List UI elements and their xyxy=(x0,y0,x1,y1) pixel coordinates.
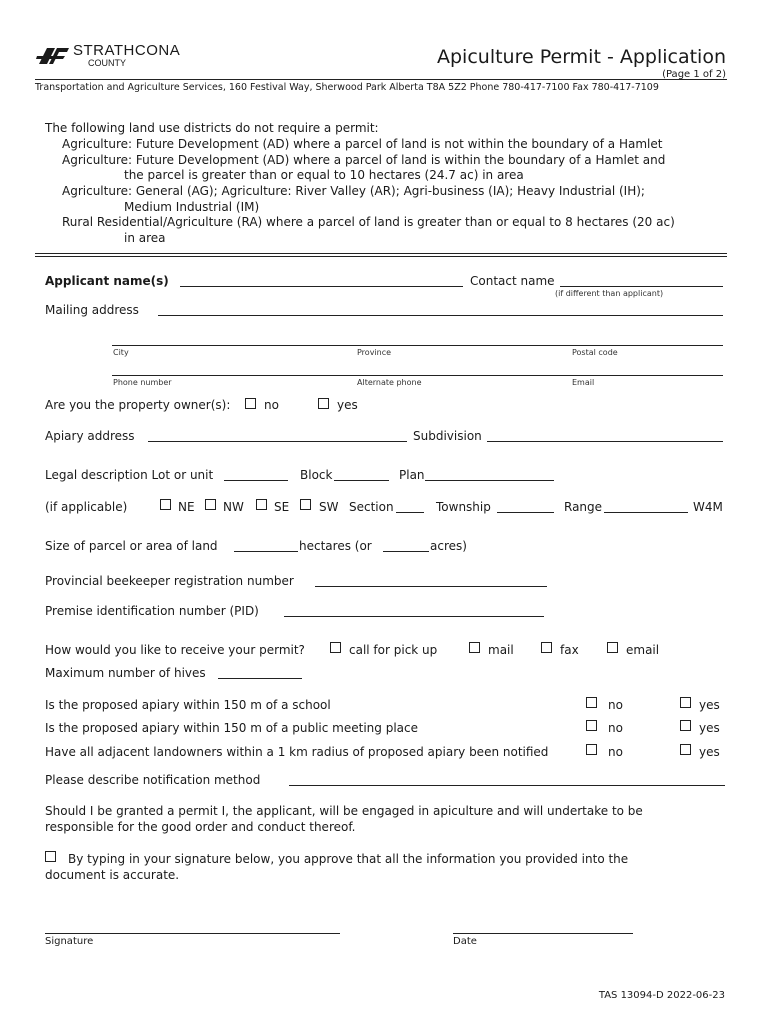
intro-lead: The following land use districts do not require a permit: xyxy=(45,121,379,135)
section-label: Section xyxy=(349,500,394,514)
pid-field[interactable] xyxy=(284,616,544,617)
declaration-text: responsible for the good order and conduct thereof. xyxy=(45,820,356,834)
notified-no-label: no xyxy=(608,745,623,759)
header-rule xyxy=(35,79,727,80)
logo-sub: COUNTY xyxy=(88,58,126,68)
sw-label: SW xyxy=(319,500,339,514)
beekeeper-field[interactable] xyxy=(315,586,547,587)
alt-phone-label: Alternate phone xyxy=(357,378,422,387)
range-label: Range xyxy=(564,500,603,514)
se-label: SE xyxy=(274,500,290,514)
owner-no-label: no xyxy=(264,398,279,412)
owner-no-checkbox[interactable] xyxy=(245,398,256,409)
postal-label: Postal code xyxy=(572,348,618,357)
acres-field[interactable] xyxy=(383,551,429,552)
declaration-text: Should I be granted a permit I, the applicant, will be engaged in apiculture and will undertake to be xyxy=(45,804,643,818)
section-rule xyxy=(35,256,727,257)
header-address: Transportation and Agriculture Services, 160 Festival Way, Sherwood Park Alberta T8A 5Z2 Phone 780-417-7100 Fax 780-417-7109 xyxy=(35,82,659,93)
owner-yes-checkbox[interactable] xyxy=(318,398,329,409)
intro-line: the parcel is greater than or equal to 10 hectares (24.7 ac) in area xyxy=(124,168,524,182)
notified-yes-checkbox[interactable] xyxy=(680,744,691,755)
logo-name: STRATHCONA xyxy=(73,42,181,59)
mail-label: mail xyxy=(488,643,514,657)
block-label: Block xyxy=(300,468,333,482)
contact-note: (if different than applicant) xyxy=(555,289,664,298)
phone-line-field[interactable] xyxy=(112,375,723,376)
contact-field[interactable] xyxy=(560,286,723,287)
school-no-checkbox[interactable] xyxy=(586,697,597,708)
consent-text: document is accurate. xyxy=(45,868,180,882)
address-line-field[interactable] xyxy=(112,345,723,346)
page-title: Apiculture Permit - Application xyxy=(437,46,726,68)
school-question: Is the proposed apiary within 150 m of a school xyxy=(45,698,331,712)
legal-label: Legal description Lot or unit xyxy=(45,468,214,482)
owner-question: Are you the property owner(s): xyxy=(45,398,231,412)
school-yes-checkbox[interactable] xyxy=(680,697,691,708)
email-option-label: email xyxy=(626,643,660,657)
intro-line: Agriculture: Future Development (AD) where a parcel of land is within the boundary of a Hamlet and xyxy=(62,153,666,167)
phone-label: Phone number xyxy=(113,378,172,387)
max-hives-field[interactable] xyxy=(218,678,302,679)
block-field[interactable] xyxy=(334,480,389,481)
beekeeper-label: Provincial beekeeper registration number xyxy=(45,574,294,588)
applicant-label: Applicant name(s) xyxy=(45,274,169,288)
nw-checkbox[interactable] xyxy=(205,499,216,510)
province-label: Province xyxy=(357,348,392,357)
contact-label: Contact name xyxy=(470,274,555,288)
fax-checkbox[interactable] xyxy=(541,642,552,653)
ne-label: NE xyxy=(178,500,195,514)
meeting-yes-label: yes xyxy=(699,721,720,735)
notified-yes-label: yes xyxy=(699,745,720,759)
hectares-label: hectares (or xyxy=(299,539,372,553)
consent-checkbox[interactable] xyxy=(45,851,56,862)
acres-label: acres) xyxy=(430,539,467,553)
school-yes-label: yes xyxy=(699,698,720,712)
owner-yes-label: yes xyxy=(337,398,358,412)
plan-label: Plan xyxy=(399,468,425,482)
receive-question: How would you like to receive your permit? xyxy=(45,643,305,657)
intro-line: in area xyxy=(124,231,166,245)
subdivision-field[interactable] xyxy=(487,441,723,442)
apiary-label: Apiary address xyxy=(45,429,135,443)
intro-line: Medium Industrial (IM) xyxy=(124,200,260,214)
pickup-label: call for pick up xyxy=(349,643,438,657)
notified-question: Have all adjacent landowners within a 1 km radius of proposed apiary been notified xyxy=(45,745,549,759)
max-hives-label: Maximum number of hives xyxy=(45,666,206,680)
describe-field[interactable] xyxy=(289,785,725,786)
page-indicator: (Page 1 of 2) xyxy=(662,69,726,80)
intro-line: Rural Residential/Agriculture (RA) where a parcel of land is greater than or equal to 8 hectares (20 ac) xyxy=(62,215,675,229)
section-field[interactable] xyxy=(396,512,424,513)
date-label: Date xyxy=(453,936,477,947)
nw-label: NW xyxy=(223,500,244,514)
consent-text: By typing in your signature below, you approve that all the information you provided into the xyxy=(68,852,629,866)
subdivision-label: Subdivision xyxy=(413,429,482,443)
mailing-label: Mailing address xyxy=(45,303,139,317)
se-checkbox[interactable] xyxy=(256,499,267,510)
meeting-question: Is the proposed apiary within 150 m of a public meeting place xyxy=(45,721,418,735)
meeting-no-label: no xyxy=(608,721,623,735)
ne-checkbox[interactable] xyxy=(160,499,171,510)
plan-field[interactable] xyxy=(425,480,554,481)
apiary-field[interactable] xyxy=(148,441,407,442)
date-field[interactable] xyxy=(453,933,633,934)
applicant-field[interactable] xyxy=(180,286,463,287)
township-field[interactable] xyxy=(497,512,554,513)
email-label: Email xyxy=(572,378,595,387)
intro-line: Agriculture: General (AG); Agriculture: River Valley (AR); Agri-business (IA); Heavy Industrial (IH); xyxy=(62,184,645,198)
mailing-field[interactable] xyxy=(158,315,723,316)
lot-field[interactable] xyxy=(224,480,288,481)
w4m-label: W4M xyxy=(693,500,723,514)
section-rule xyxy=(35,253,727,254)
sw-checkbox[interactable] xyxy=(300,499,311,510)
if-applicable-label: (if applicable) xyxy=(45,500,128,514)
pid-label: Premise identification number (PID) xyxy=(45,604,259,618)
mail-checkbox[interactable] xyxy=(469,642,480,653)
range-field[interactable] xyxy=(604,512,688,513)
township-label: Township xyxy=(436,500,491,514)
pickup-checkbox[interactable] xyxy=(330,642,341,653)
strathcona-logo-icon xyxy=(35,44,71,66)
hectares-field[interactable] xyxy=(234,551,298,552)
signature-label: Signature xyxy=(45,936,94,947)
fax-label: fax xyxy=(560,643,579,657)
describe-label: Please describe notification method xyxy=(45,773,261,787)
signature-field[interactable] xyxy=(45,933,340,934)
intro-line: Agriculture: Future Development (AD) where a parcel of land is not within the boundary of a Hamlet xyxy=(62,137,663,151)
notified-no-checkbox[interactable] xyxy=(586,744,597,755)
meeting-yes-checkbox[interactable] xyxy=(680,720,691,731)
form-code: TAS 13094-D 2022-06-23 xyxy=(598,990,725,1001)
meeting-no-checkbox[interactable] xyxy=(586,720,597,731)
city-label: City xyxy=(113,348,129,357)
size-label: Size of parcel or area of land xyxy=(45,539,218,553)
email-checkbox[interactable] xyxy=(607,642,618,653)
school-no-label: no xyxy=(608,698,623,712)
